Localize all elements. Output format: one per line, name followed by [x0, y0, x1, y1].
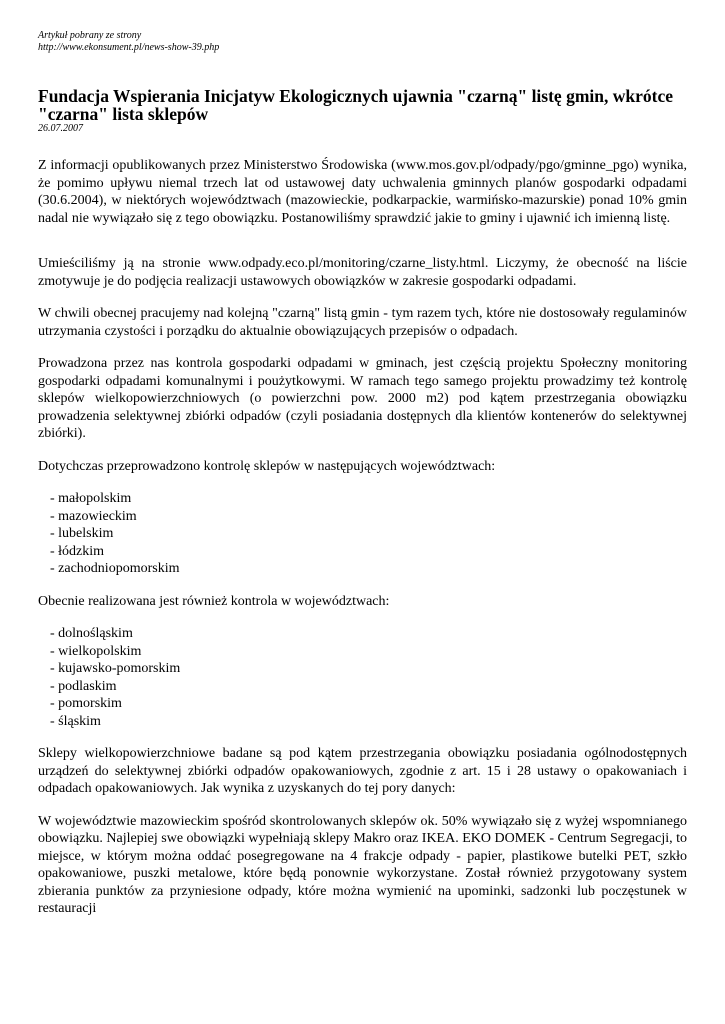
- paragraph-3: W chwili obecnej pracujemy nad kolejną "czarną" listą gmin - tym razem tych, które nie dostosowały regulaminów utrzymania czystości i porządku do aktualnie obowiązujących przepisów o odpadach.: [38, 306, 687, 339]
- list-item: - małopolskim: [50, 491, 132, 506]
- article-title: Fundacja Wspierania Inicjatyw Ekologicznych ujawnia "czarną" listę gmin, wkrótce "czarna" lista sklepów: [38, 86, 673, 124]
- list-item: - pomorskim: [50, 696, 122, 711]
- paragraph-1: Z informacji opublikowanych przez Ministerstwo Środowiska (www.mos.gov.pl/odpady/pgo/gminne_pgo) wynika, że pomimo upływu niemal trzech lat od ustawowej daty uchwalenia gminnych planów gospodarki odpadami (30.6.2004), w niektórych województwach (mazowieckie, podkarpackie, warmińsko-mazurskie) ponad 10% gmin nadal nie wywiązało się z tego obowiązku. Postanowiliśmy sprawdzić jakie to gminy i ujawnić ich imienną listę.: [38, 158, 687, 226]
- list-item: - kujawsko-pomorskim: [50, 661, 181, 676]
- list-item: - łódzkim: [50, 543, 105, 559]
- source-note: [38, 30, 687, 54]
- list-item: - dolnośląskim: [50, 626, 133, 641]
- list-item: - mazowieckim: [50, 508, 137, 524]
- list-item: - lubelskim: [50, 526, 114, 541]
- list-item: - zachodniopomorskim: [50, 561, 180, 576]
- paragraph-8: W województwie mazowieckim spośród skontrolowanych sklepów ok. 50% wywiązało się z wyżej wspomnianego obowiązku. Najlepiej swe obowiązki wypełniają sklepy Makro oraz IKEA. EKO DOMEK - Centrum Segregacji, to miejsce, w którym można oddać posegregowane na 4 frakcje odpady - papier, plastikowe butelki PET, szkło opakowaniowe, puszki metalowe, które będą ponownie wykorzystane. Został również przygotowany system zbierania punktów za przyniesione odpady, które można wymienić na upominki, sadzonki lub poczęstunek w restauracji: [38, 813, 687, 916]
- list-item: - śląskim: [50, 713, 101, 729]
- source-label: Artykuł pobrany ze strony: [38, 30, 142, 41]
- paragraph-4: Prowadzona przez nas kontrola gospodarki odpadami w gminach, jest częścią projektu Społeczny monitoring gospodarki odpadami komunalnymi i poużytkowymi. W ramach tego samego projektu prowadzimy też kontrolę sklepów wielkopowierzchniowych (o powierzchni pow. 2000 m2) pod kątem przestrzegania obowiązku prowadzenia selektywnej zbiórki odpadów (czyli posiadania dostępnych dla klientów kontenerów do selektywnej zbiórki).: [38, 356, 687, 441]
- list-item: - wielkopolskim: [50, 643, 142, 659]
- paragraph-7: Sklepy wielkopowierzchniowe badane są pod kątem przestrzegania obowiązku posiadania ogólnodostępnych urządzeń do selektywnej zbiórki odpadów opakowaniowych, zgodnie z art. 15 i 28 ustawy o opakowaniach i odpadach opakowaniowych. Jak wynika z uzyskanych do tej pory danych:: [38, 746, 687, 796]
- source-url: http://www.ekonsument.pl/news-show-39.php: [38, 42, 220, 53]
- list-item: - podlaskim: [50, 678, 117, 694]
- article-date: 26.07.2007: [38, 123, 83, 134]
- paragraph-5: Dotychczas przeprowadzono kontrolę sklepów w następujących województwach:: [38, 458, 496, 474]
- voivodeship-list-done: [38, 490, 687, 578]
- voivodeship-list-ongoing: [38, 625, 687, 730]
- paragraph-2: Umieściliśmy ją na stronie www.odpady.eco.pl/monitoring/czarne_listy.html. Liczymy, że obecność na liście zmotywuje je do podjęcia realizacji ustawowych obowiązków w zakresie gospodarki odpadami.: [38, 256, 687, 289]
- paragraph-6: Obecnie realizowana jest również kontrola w województwach:: [38, 593, 390, 609]
